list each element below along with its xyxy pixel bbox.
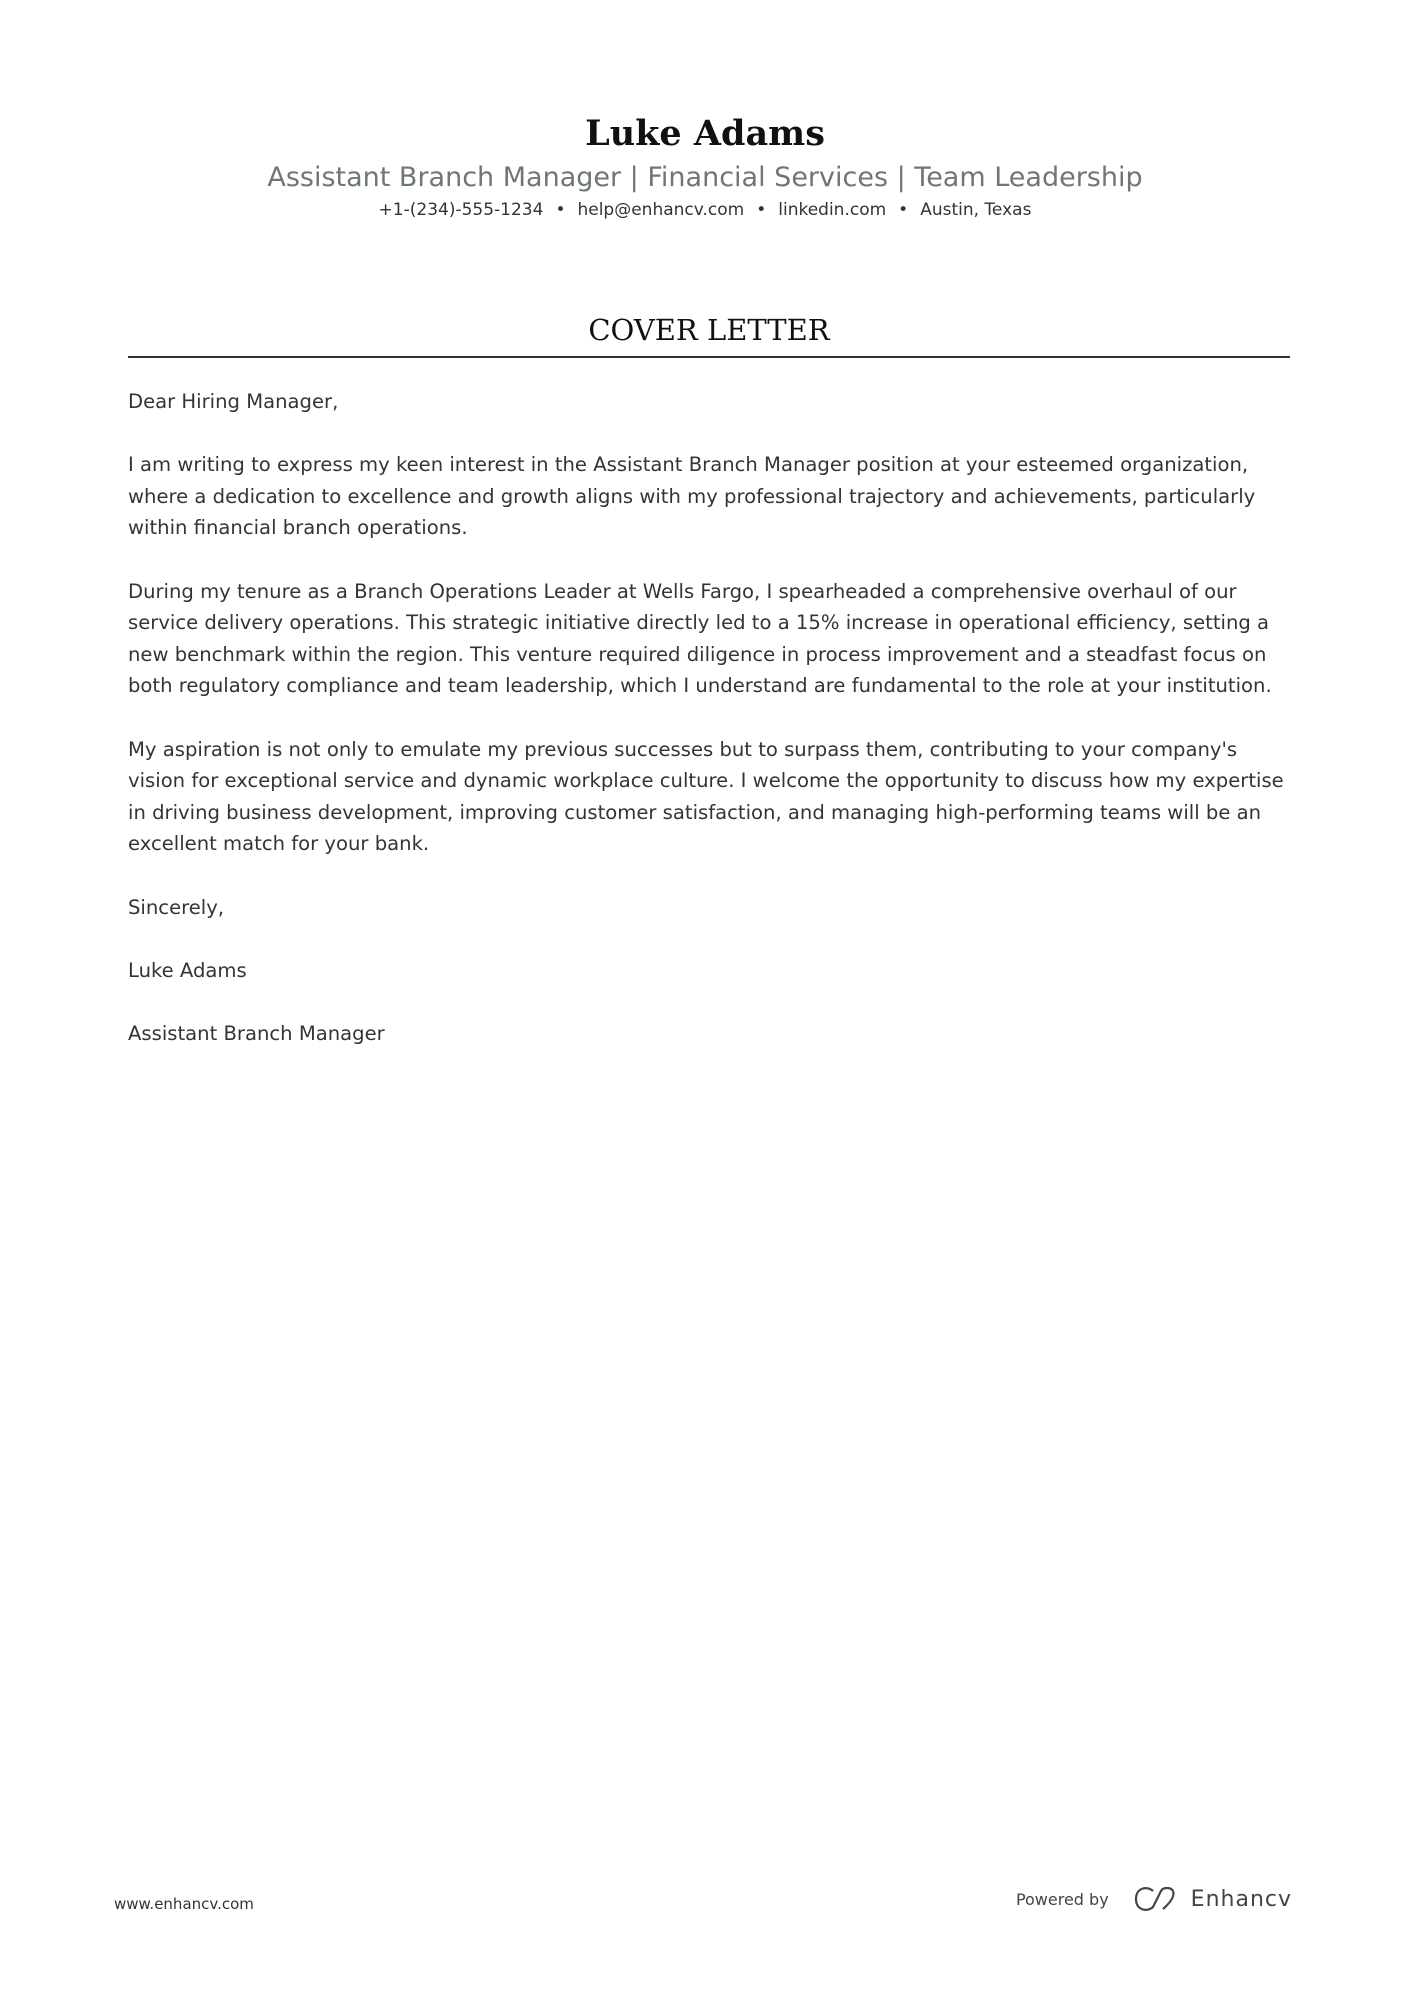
paragraph: I am writing to express my keen interest in the Assistant Branch Manager position at your esteemed organization, where a dedication to excellence and growth aligns with my professional trajectory and achievements, particularly within financial branch operations. — [128, 453, 1256, 540]
separator-dot: • — [756, 200, 767, 220]
contact-info — [0, 198, 1410, 222]
section-title: COVER LETTER — [588, 313, 830, 347]
greeting: Dear Hiring Manager, — [128, 390, 339, 413]
powered-by[interactable] — [1016, 1886, 1292, 1912]
applicant-headline: Assistant Branch Manager | Financial Services | Team Leadership — [267, 162, 1143, 193]
location: Austin, Texas — [920, 200, 1032, 220]
divider — [128, 356, 1290, 358]
resume-header — [0, 112, 1410, 222]
separator-dot: • — [555, 200, 566, 220]
enhancv-logo — [1133, 1886, 1292, 1912]
letter-body — [128, 386, 1292, 1081]
paragraph: During my tenure as a Branch Operations Leader at Wells Fargo, I spearheaded a comprehensive overhaul of our service delivery operations. This strategic initiative directly led to a 15% increase in operational efficiency, setting a new benchmark within the region. This venture required diligence in process improvement and a steadfast focus on both regulatory compliance and team leadership, which I understand are fundamental to the role at your institution. — [128, 579, 1272, 698]
powered-by-label: Powered by — [1015, 1889, 1109, 1909]
brand-name: Enhancv — [1190, 1886, 1292, 1912]
paragraph: My aspiration is not only to emulate my previous successes but to surpass them, contributing to your company's vision for exceptional service and dynamic workplace culture. I welcome the opportunity to discuss how my expertise in driving business development, improving customer satisfaction, and managing high-performing teams will be an excellent match for your bank. — [128, 737, 1284, 856]
phone: +1-(234)-555-1234 — [378, 200, 544, 220]
closing: Sincerely, — [128, 895, 225, 919]
website-link[interactable]: www.enhancv.com — [114, 1895, 254, 1913]
enhancv-logo-icon — [1133, 1886, 1179, 1912]
linkedin[interactable]: linkedin.com — [778, 200, 887, 220]
applicant-name: Luke Adams — [585, 113, 825, 154]
separator-dot: • — [898, 200, 909, 220]
email[interactable]: help@enhancv.com — [577, 200, 745, 220]
signature-name: Luke Adams — [128, 958, 247, 982]
signature-title: Assistant Branch Manager — [128, 1021, 385, 1045]
